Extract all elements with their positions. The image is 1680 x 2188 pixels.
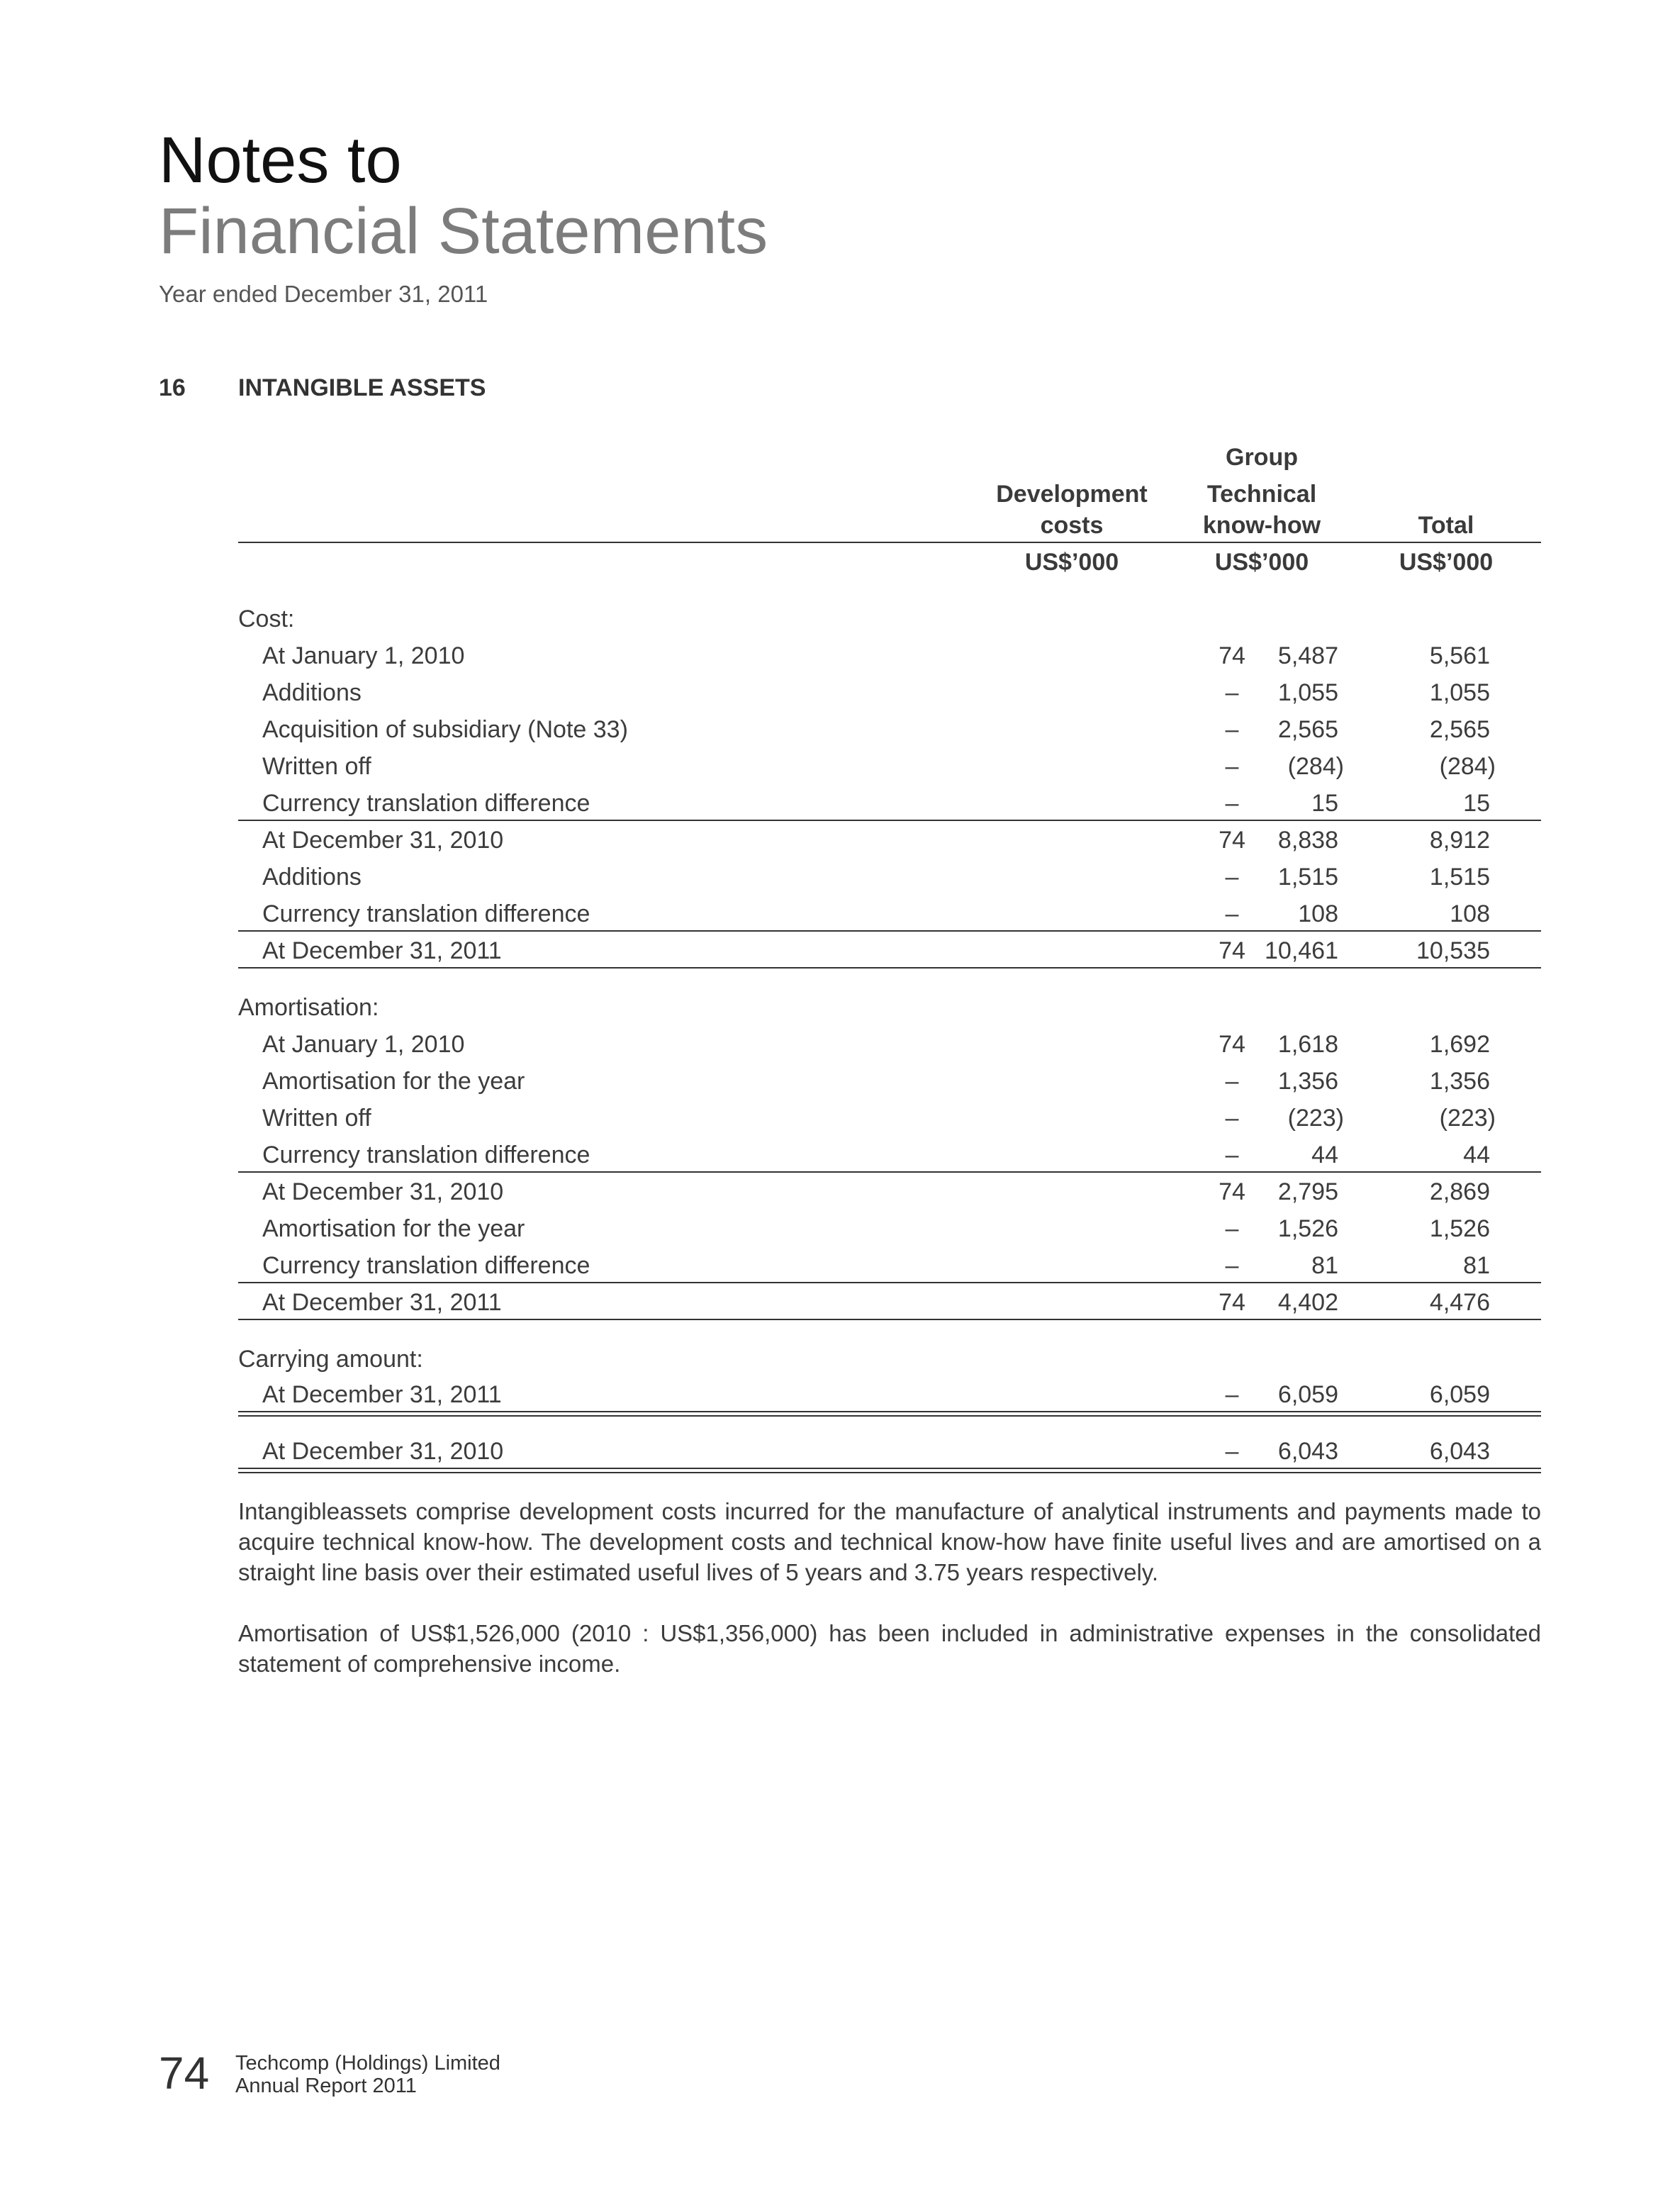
row-label: Additions (262, 864, 362, 891)
cell-development: 44 (1311, 1142, 1338, 1168)
row-label: At December 31, 2011 (262, 1289, 502, 1316)
cell-development: 5,487 (1277, 642, 1338, 669)
table-row (238, 896, 1541, 933)
footer-report: Annual Report 2011 (235, 2075, 417, 2097)
page-subtitle: Year ended December 31, 2011 (159, 281, 488, 307)
subtotal-rule (238, 1282, 1541, 1283)
cell-knowhow: 74 (1219, 1031, 1245, 1058)
col-header-knowhow-line2: know-how (1202, 512, 1321, 539)
cell-development: 1,055 (1277, 679, 1338, 706)
subtotal-rule (238, 820, 1541, 821)
row-label: At December 31, 2010 (262, 827, 504, 854)
cell-development: 4,402 (1277, 1289, 1338, 1316)
cell-total: 10,535 (1416, 937, 1490, 964)
cell-total: (223) (1439, 1105, 1496, 1132)
row-label: At December 31, 2011 (262, 1381, 502, 1408)
cell-total: 6,059 (1429, 1381, 1490, 1408)
cell-total: 15 (1463, 790, 1490, 817)
row-label: Written off (262, 753, 371, 780)
total-rule (238, 1319, 1541, 1320)
double-rule-top (238, 1411, 1541, 1412)
table-row (238, 1377, 1541, 1414)
double-rule-top (238, 1468, 1541, 1469)
table-row (238, 1211, 1541, 1248)
cell-total: 6,043 (1429, 1438, 1490, 1465)
cell-knowhow: – (1225, 716, 1239, 743)
cell-development: 1,618 (1277, 1031, 1338, 1058)
subtotal-rule (238, 930, 1541, 932)
cell-development: 1,356 (1277, 1068, 1338, 1095)
row-label: Carrying amount: (238, 1346, 423, 1373)
table-row (238, 822, 1541, 859)
cell-total: 4,476 (1429, 1289, 1490, 1316)
row-label: Written off (262, 1105, 371, 1132)
cell-development: (284) (1287, 753, 1344, 780)
table-row (238, 675, 1541, 712)
cell-knowhow: – (1225, 864, 1239, 891)
row-label: Currency translation difference (262, 790, 590, 817)
cell-development: 1,515 (1277, 864, 1338, 891)
table-row (238, 749, 1541, 786)
cell-total: 108 (1450, 900, 1490, 927)
row-label: Additions (262, 679, 362, 706)
row-label: Currency translation difference (262, 1252, 590, 1279)
cell-development: 2,795 (1277, 1178, 1338, 1205)
col-header-total: Total (1418, 512, 1474, 539)
section-title: INTANGIBLE ASSETS (238, 374, 486, 401)
page-number: 74 (159, 2048, 210, 2099)
col-unit-development: US$’000 (1024, 549, 1119, 576)
page-title-line2: Financial Statements (159, 195, 768, 267)
table-row (238, 1248, 1541, 1285)
row-label: Acquisition of subsidiary (Note 33) (262, 716, 628, 743)
note-paragraph-1: Intangibleassets comprise development costs incurred for the manufacture of analytical instruments and payments made to acquire technical know-how. The development costs and technical know-how have finite useful lives and are amortised on a straight line basis over their estimated useful lives of 5 years and 3.75 years respectively. (238, 1498, 1541, 1585)
total-rule (238, 967, 1541, 969)
row-label: At January 1, 2010 (262, 1031, 465, 1058)
cell-knowhow: 74 (1219, 642, 1245, 669)
row-label: Cost: (238, 605, 295, 632)
col-unit-total: US$’000 (1399, 549, 1494, 576)
cell-development: (223) (1287, 1105, 1344, 1132)
cell-knowhow: 74 (1219, 937, 1245, 964)
cell-knowhow: 74 (1219, 1178, 1245, 1205)
table-row (238, 1434, 1541, 1470)
cell-total: 2,869 (1429, 1178, 1490, 1205)
cell-knowhow: – (1225, 1438, 1239, 1465)
row-label: Amortisation: (238, 994, 379, 1021)
row-label: Currency translation difference (262, 900, 590, 927)
row-label: At January 1, 2010 (262, 642, 465, 669)
table-row (238, 859, 1541, 896)
cell-development: 6,059 (1277, 1381, 1338, 1408)
cell-total: (284) (1439, 753, 1496, 780)
table-row (238, 638, 1541, 675)
group-label: Group (1226, 444, 1298, 471)
row-label: Amortisation for the year (262, 1215, 525, 1242)
table-row-category (238, 1341, 1541, 1378)
cell-development: 8,838 (1277, 827, 1338, 854)
row-label: At December 31, 2010 (262, 1178, 504, 1205)
cell-knowhow: – (1225, 753, 1239, 780)
cell-total: 1,526 (1429, 1215, 1490, 1242)
col-header-development-line2: costs (1040, 512, 1104, 539)
cell-total: 1,515 (1429, 864, 1490, 891)
table-row-category (238, 601, 1541, 638)
col-header-knowhow-line1: Technical (1206, 481, 1317, 508)
cell-development: 1,526 (1277, 1215, 1338, 1242)
cell-knowhow: – (1225, 790, 1239, 817)
cell-development: 10,461 (1265, 937, 1338, 964)
table-row (238, 1027, 1541, 1064)
cell-development: 81 (1311, 1252, 1338, 1279)
table-row (238, 1174, 1541, 1211)
note-paragraph-2: Amortisation of US$1,526,000 (2010 : US$1,356,000) has been included in administrative expenses in the consolidated statement of comprehensive income. (238, 1620, 1541, 1677)
cell-knowhow: – (1225, 1105, 1239, 1132)
double-rule-bottom (238, 1415, 1541, 1417)
cell-knowhow: – (1225, 679, 1239, 706)
header-rule (238, 542, 1541, 543)
cell-knowhow: 74 (1219, 1289, 1245, 1316)
cell-knowhow: – (1225, 900, 1239, 927)
cell-total: 8,912 (1429, 827, 1490, 854)
cell-knowhow: – (1225, 1142, 1239, 1168)
cell-total: 1,356 (1429, 1068, 1490, 1095)
cell-knowhow: 74 (1219, 827, 1245, 854)
subtotal-rule (238, 1171, 1541, 1173)
table-row (238, 933, 1541, 970)
cell-development: 108 (1298, 900, 1338, 927)
cell-development: 6,043 (1277, 1438, 1338, 1465)
col-unit-knowhow: US$’000 (1214, 549, 1309, 576)
section-number: 16 (159, 374, 186, 401)
cell-total: 1,055 (1429, 679, 1490, 706)
cell-knowhow: – (1225, 1381, 1239, 1408)
page-title-line1: Notes to (159, 124, 402, 196)
cell-knowhow: – (1225, 1252, 1239, 1279)
cell-total: 1,692 (1429, 1031, 1490, 1058)
row-label: At December 31, 2011 (262, 937, 502, 964)
table-row (238, 786, 1541, 822)
table-row-category (238, 990, 1541, 1027)
table-row (238, 1285, 1541, 1322)
cell-total: 2,565 (1429, 716, 1490, 743)
cell-development: 15 (1311, 790, 1338, 817)
cell-knowhow: – (1225, 1215, 1239, 1242)
row-label: Amortisation for the year (262, 1068, 525, 1095)
cell-total: 81 (1463, 1252, 1490, 1279)
table-row (238, 1064, 1541, 1100)
cell-total: 44 (1463, 1142, 1490, 1168)
row-label: Currency translation difference (262, 1142, 590, 1168)
cell-total: 5,561 (1429, 642, 1490, 669)
cell-development: 2,565 (1277, 716, 1338, 743)
table-row (238, 712, 1541, 749)
double-rule-bottom (238, 1472, 1541, 1473)
cell-knowhow: – (1225, 1068, 1239, 1095)
row-label: At December 31, 2010 (262, 1438, 504, 1465)
footer-company: Techcomp (Holdings) Limited (235, 2052, 500, 2075)
col-header-development-line1: Development (996, 481, 1148, 508)
table-row (238, 1100, 1541, 1137)
table-row (238, 1137, 1541, 1174)
